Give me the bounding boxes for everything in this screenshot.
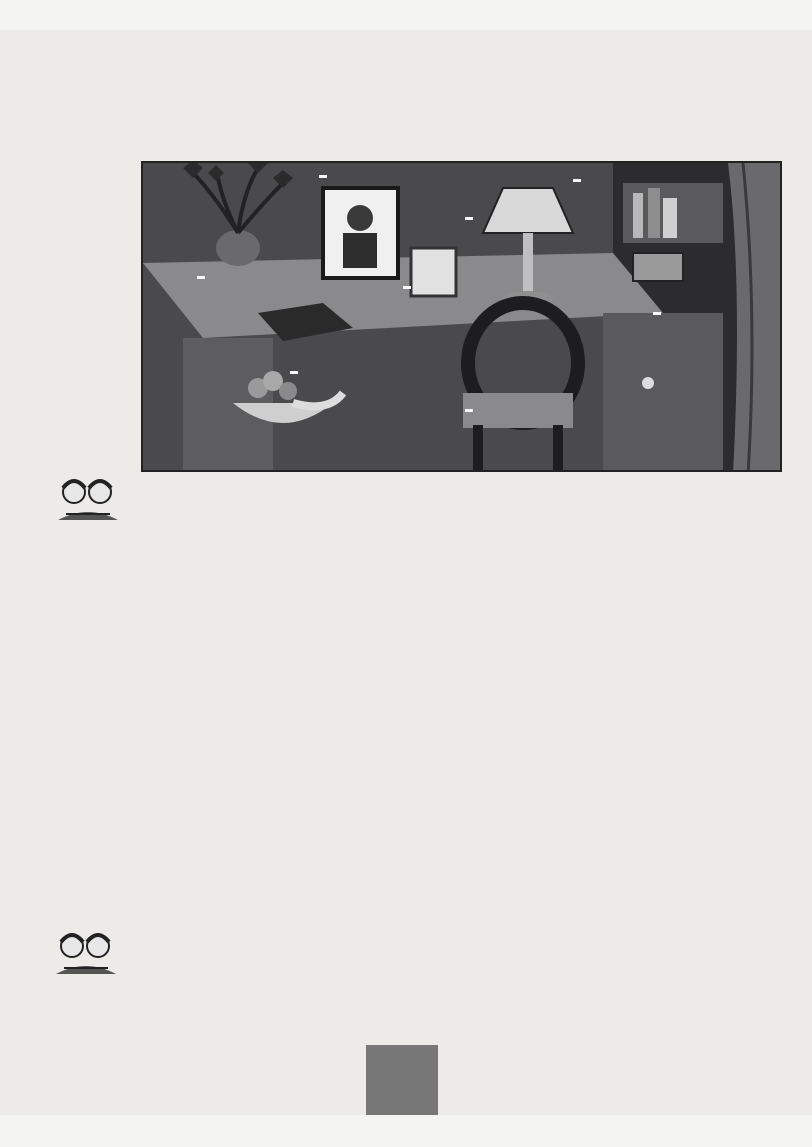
kids-talking-icon: [52, 476, 124, 524]
label-bild: [403, 286, 411, 289]
label-foto: [319, 175, 327, 178]
study-room-drawing: [143, 163, 782, 472]
label-stuhl: [465, 409, 473, 412]
page-number: [366, 1045, 438, 1115]
study-room-illustration: [141, 161, 782, 472]
kids-talking-icon-2: [50, 930, 122, 978]
label-tischlampe: [465, 217, 473, 220]
label-gardinen: [653, 312, 661, 315]
label-schreibtisch: [290, 371, 298, 374]
label-buecherschrank: [573, 179, 581, 182]
label-vase: [197, 276, 205, 279]
